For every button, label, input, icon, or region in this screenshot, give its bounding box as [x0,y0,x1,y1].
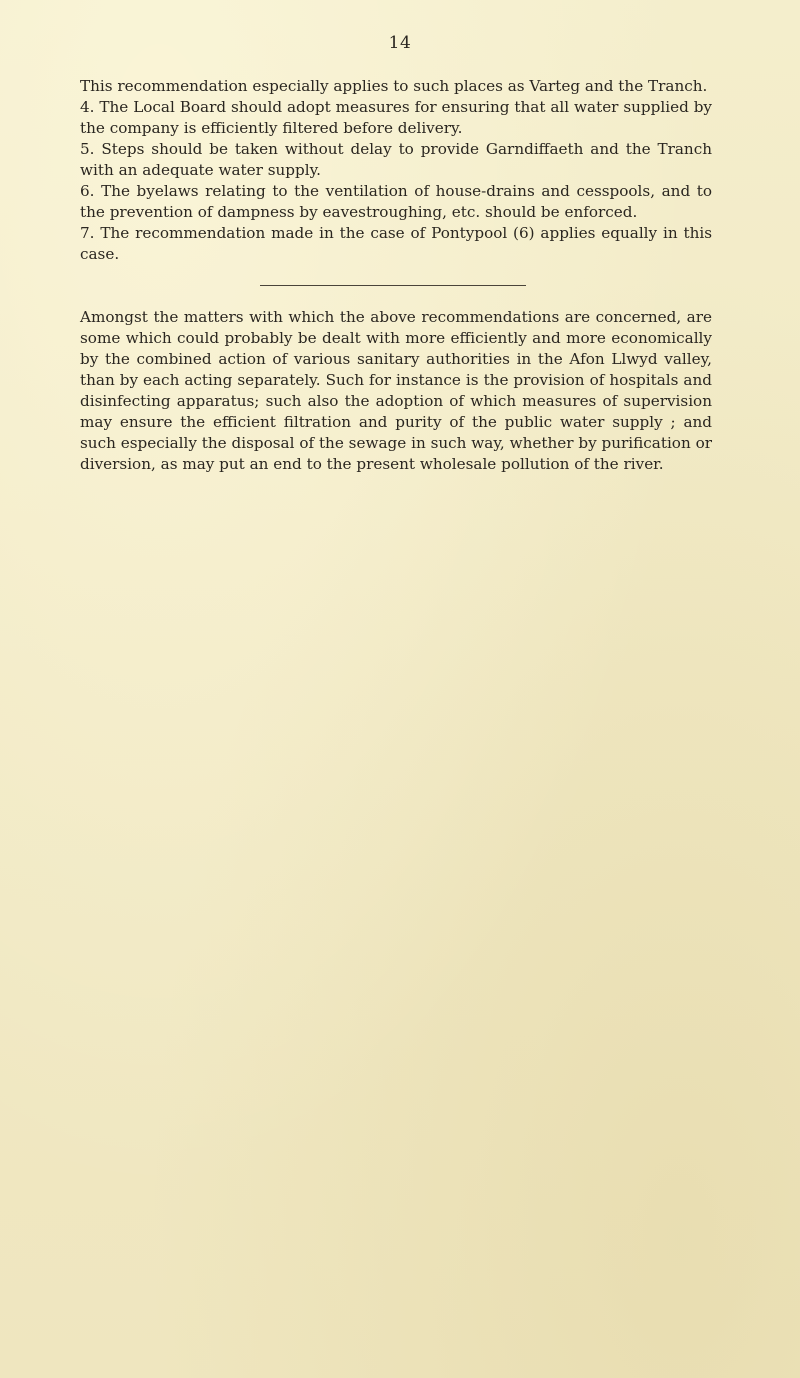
paragraph-varteg: This recommendation especially applies to such places as Varteg and the Tranch. [80,77,708,95]
paragraph-summary: Amongst the matters with which the above recommendations are concerned, are some which could probably be dealt with more efficiently and more economically by the combined action of various sanitary authorities in the Afon Llwyd valley, than by each acting separately. Such for instance is the provision of hospitals and disinfecting apparatus; such also the adoption of which measures of supervision may ensure the efficient filtration and purity of the public water supply ; and such especially the disposal of the sewage in such way, whether by purification or diversion, as may put an end to the present wholesale pollution of the river. [80,308,712,473]
paragraph-item-5: 5. Steps should be taken without delay to provide Garndiffaeth and the Tranch with an adequate water supply. [80,140,712,179]
paragraph-item-7: 7. The recommendation made in the case of Pontypool (6) applies equally in this case. [80,224,712,263]
recommendations-block [80,76,712,265]
section-divider [260,285,526,286]
page-number: 14 [388,33,412,53]
summary-block [80,307,712,475]
paragraph-item-4: 4. The Local Board should adopt measures for ensuring that all water supplied by the company is efficiently filtered before delivery. [80,98,712,137]
paragraph-item-6: 6. The byelaws relating to the ventilation of house-drains and cesspools, and to the prevention of dampness by eavestroughing, etc. should be enforced. [80,182,712,221]
